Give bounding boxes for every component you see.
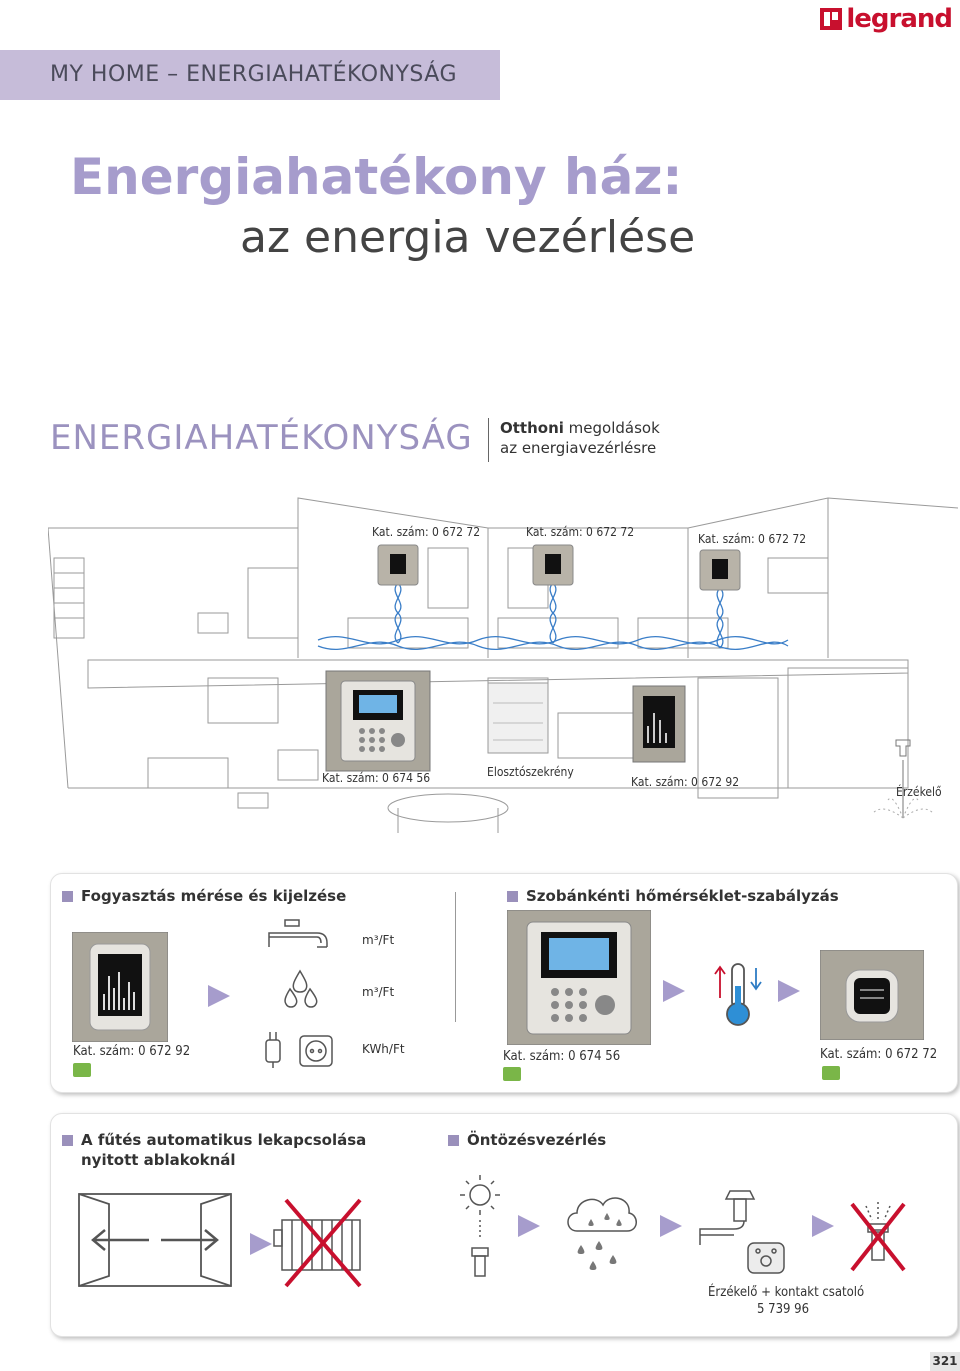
- thermometer-icon: [712, 960, 772, 1028]
- thermostat-device-top-1: [378, 545, 418, 585]
- house-label-top-3: Kat. szám: 0 672 72: [698, 532, 807, 546]
- section-subtitle: [500, 418, 660, 458]
- sensor-label: Érzékelő + kontakt csatoló: [708, 1285, 865, 1300]
- display-device-0-672-92: [72, 932, 168, 1042]
- header-band-text: MY HOME – ENERGIAHATÉKONYSÁG: [50, 62, 458, 87]
- eco-leaf-icon: [73, 1063, 91, 1077]
- temperature-title: [507, 886, 839, 906]
- plug-icon: [262, 1030, 342, 1070]
- bullet-icon: [62, 891, 73, 902]
- unit-water: m³/Ft: [362, 985, 395, 999]
- sprinkler-icon: [848, 1200, 908, 1276]
- section-divider: [488, 418, 489, 462]
- window-icon: [75, 1190, 235, 1290]
- consumption-title: [62, 886, 346, 906]
- water-drops-icon: [280, 967, 320, 1012]
- box1-cat-left: Kat. szám: 0 672 92: [73, 1044, 191, 1059]
- legrand-logo: [820, 4, 952, 34]
- irrigation-title: [448, 1130, 606, 1150]
- house-illustration: [48, 488, 958, 838]
- thermostat-device-0-672-72: [820, 950, 924, 1040]
- play-arrow-icon: [208, 985, 230, 1007]
- play-arrow-icon: [660, 1215, 682, 1237]
- page-number: 321: [930, 1352, 960, 1371]
- unit-electric: KWh/Ft: [362, 1042, 405, 1056]
- bullet-icon: [448, 1135, 459, 1146]
- house-label-bottom-1: Kat. szám: 0 674 56: [322, 771, 431, 785]
- bullet-icon: [507, 891, 518, 902]
- unit-gas: m³/Ft: [362, 933, 395, 947]
- eco-leaf-icon: [503, 1067, 521, 1081]
- play-arrow-icon: [812, 1215, 834, 1237]
- section-title: ENERGIAHATÉKONYSÁG: [50, 418, 473, 458]
- brand-name: legrand: [846, 4, 952, 34]
- section-subtitle-rest: megoldások: [563, 419, 660, 437]
- box1-cat-right: Kat. szám: 0 672 72: [820, 1047, 938, 1062]
- play-arrow-icon: [250, 1233, 272, 1255]
- heating-title-line1: A fűtés automatikus lekapcsolása: [81, 1131, 367, 1149]
- section-subtitle-line2: az energiavezérlésre: [500, 439, 657, 457]
- heating-title: [62, 1130, 366, 1170]
- radiator-icon: [272, 1190, 368, 1290]
- eco-leaf-icon: [822, 1066, 840, 1080]
- keypad-device-0-674-56: [507, 910, 651, 1045]
- tap-icon: [265, 917, 335, 957]
- bullet-icon: [62, 1135, 73, 1146]
- play-arrow-icon: [518, 1215, 540, 1237]
- house-label-top-1: Kat. szám: 0 672 72: [372, 525, 481, 539]
- house-label-bottom-4: Érzékelő: [896, 785, 942, 799]
- legrand-logo-icon: [820, 8, 842, 30]
- sensor-code: 5 739 96: [757, 1302, 810, 1317]
- temperature-title-text: Szobánkénti hőmérséklet-szabályzás: [526, 887, 839, 905]
- box1-divider: [455, 892, 456, 1022]
- house-label-bottom-2: Elosztószekrény: [487, 765, 574, 779]
- box1-cat-mid: Kat. szám: 0 674 56: [503, 1049, 621, 1064]
- consumption-title-text: Fogyasztás mérése és kijelzése: [81, 887, 347, 905]
- house-label-bottom-3: Kat. szám: 0 672 92: [631, 775, 740, 789]
- heating-title-line2: nyitott ablakoknál: [81, 1151, 236, 1169]
- page-subtitle: az energia vezérlése: [240, 212, 696, 263]
- section-subtitle-bold: Otthoni: [500, 419, 564, 437]
- header-band: [0, 50, 500, 100]
- play-arrow-icon: [778, 980, 800, 1002]
- page-title: Energiahatékony ház:: [70, 148, 683, 206]
- irrigation-title-text: Öntözésvezérlés: [467, 1131, 607, 1149]
- sensor-tap-icon: [690, 1185, 800, 1285]
- cloud-rain-icon: [563, 1185, 639, 1281]
- play-arrow-icon: [663, 980, 685, 1002]
- sun-icon: [455, 1170, 505, 1280]
- house-label-top-2: Kat. szám: 0 672 72: [526, 525, 635, 539]
